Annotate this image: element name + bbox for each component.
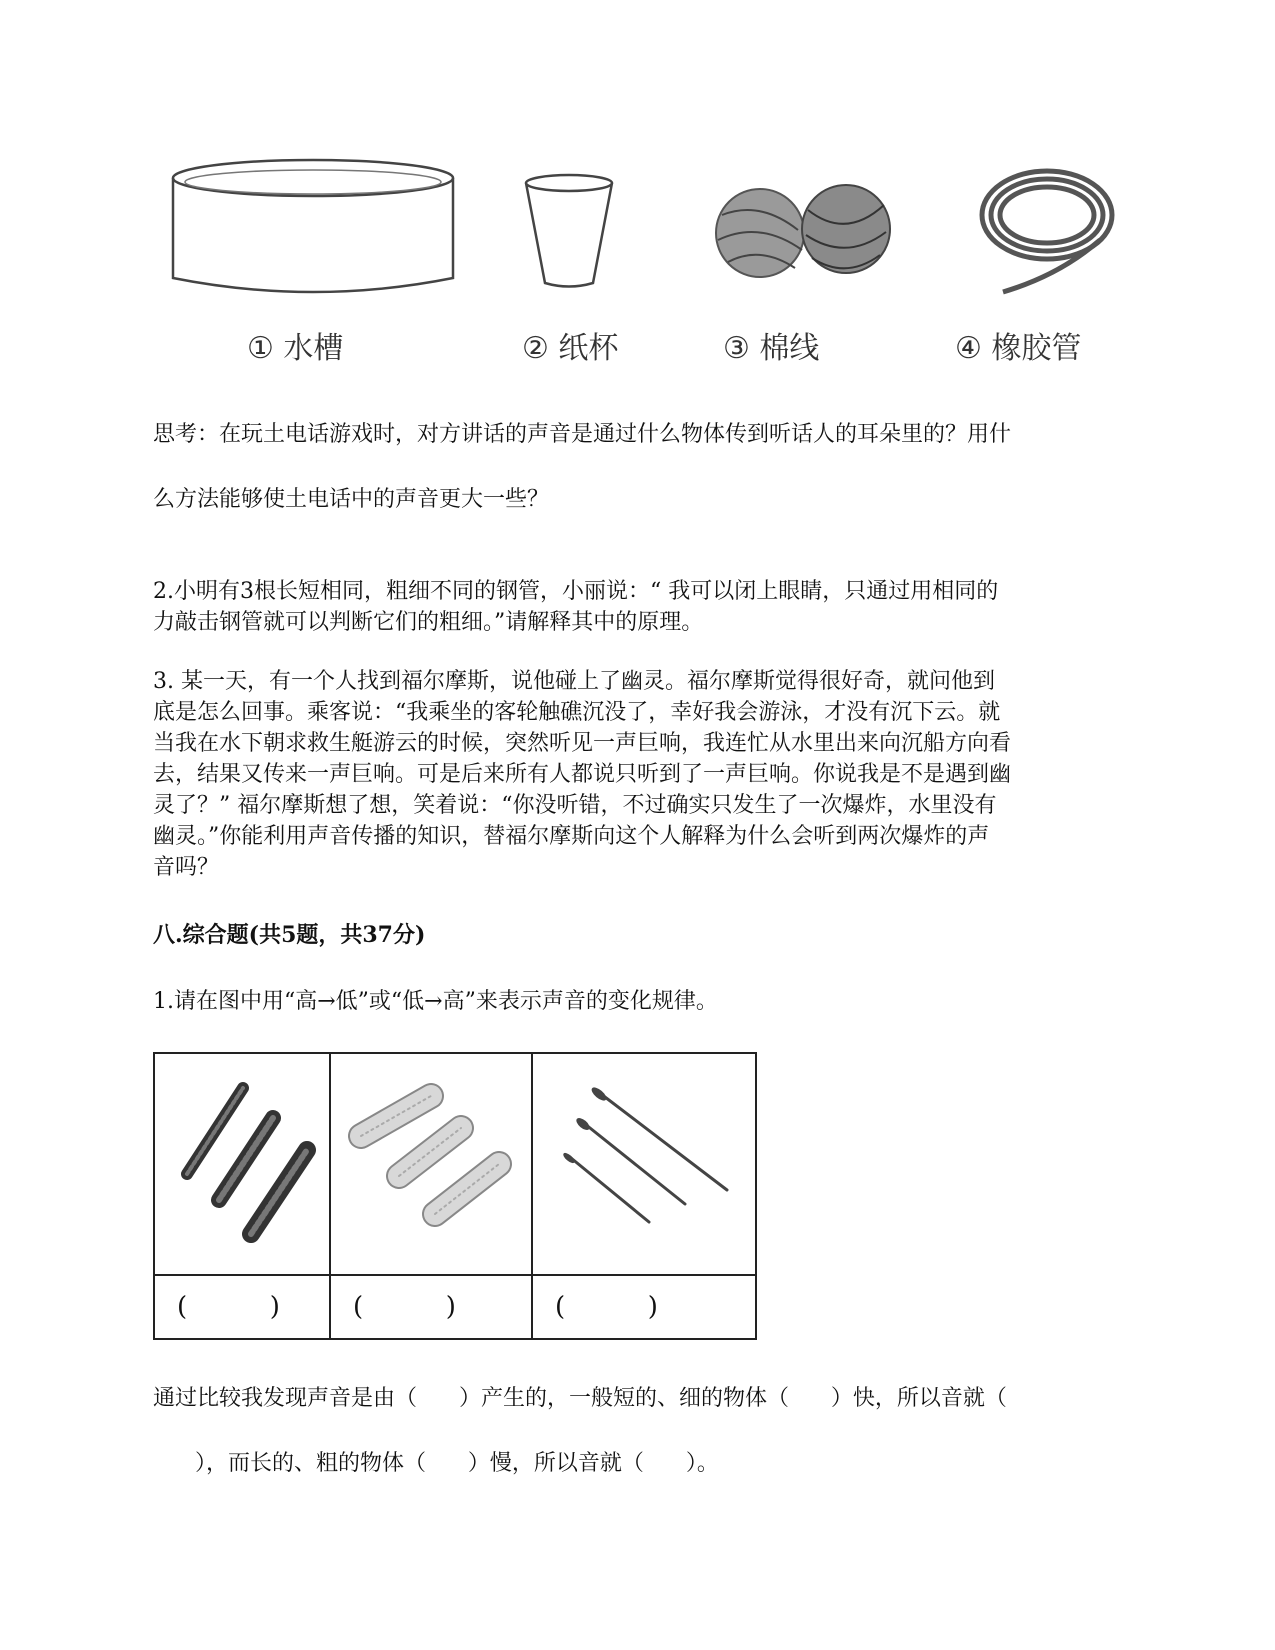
image-cell-dark-tubes	[154, 1053, 330, 1275]
light-pipes-icon	[331, 1054, 531, 1270]
cotton-thread-icon	[716, 185, 890, 277]
q3-line-2: 底是怎么回事。乘客说：“我乘坐的客轮触礁沉没了，幸好我会游泳，才没有沉下云。就	[153, 700, 1001, 725]
answer-blank-1[interactable]: ( )	[177, 1292, 280, 1322]
q8-1-text: 1.请在图中用“高→低”或“低→高”来表示声音的变化规律。	[153, 989, 718, 1014]
q3-line-7: 音吗？	[153, 855, 220, 880]
q3-line-4: 去，结果又传来一声巨响。可是后来所有人都说只听到了一声巨响。你说我是不是遇到幽	[153, 762, 1012, 787]
section-heading: 八.综合题(共5题，共37分)	[153, 922, 426, 948]
q2-line-1: 2.小明有3根长短相同，粗细不同的钢管，小丽说：“ 我可以闭上眼睛，只通过用相同的	[153, 579, 999, 604]
material-label-cup: ② 纸杯	[522, 331, 619, 366]
conclusion-line-2: ），而长的、粗的物体（ ）慢，所以音就（ ）。	[153, 1451, 719, 1476]
dark-steel-tubes-icon	[155, 1054, 329, 1270]
answer-cell-1[interactable]	[154, 1275, 330, 1339]
q2-line-2: 力敲击钢管就可以判断它们的粗细。”请解释其中的原理。	[153, 610, 704, 635]
material-label-tube: ④ 橡胶管	[955, 331, 1082, 366]
comparison-table	[153, 1052, 757, 1340]
material-label-thread: ③ 棉线	[723, 331, 820, 366]
think-line-1: 思考：在玩土电话游戏时，对方讲话的声音是通过什么物体传到听话人的耳朵里的？用什	[153, 422, 1012, 447]
q3-line-5: 灵了？” 福尔摩斯想了想，笑着说：“你没听错，不过确实只发生了一次爆炸，水里没有	[153, 793, 997, 818]
answer-cell-2[interactable]	[330, 1275, 532, 1339]
answer-blank-2[interactable]: ( )	[353, 1292, 456, 1322]
material-label-trough: ① 水槽	[247, 331, 344, 366]
answer-cell-3[interactable]	[532, 1275, 756, 1339]
water-trough-icon	[173, 160, 453, 292]
think-line-2: 么方法能够使土电话中的声音更大一些？	[153, 487, 550, 512]
q3-line-3: 当我在水下朝求救生艇游云的时候，突然听见一声巨响，我连忙从水里出来向沉船方向看	[153, 731, 1012, 756]
image-cell-light-tubes	[330, 1053, 532, 1275]
rubber-tube-icon	[982, 171, 1112, 292]
image-cell-nails	[532, 1053, 756, 1275]
paper-cup-icon	[526, 175, 612, 287]
q3-line-1: 3. 某一天，有一个人找到福尔摩斯，说他碰上了幽灵。福尔摩斯觉得很好奇，就问他到	[153, 669, 995, 694]
nails-icon	[533, 1054, 755, 1270]
conclusion-line-1: 通过比较我发现声音是由（ ）产生的，一般短的、细的物体（ ）快，所以音就（	[153, 1386, 1007, 1411]
q3-line-6: 幽灵。”你能利用声音传播的知识，替福尔摩斯向这个人解释为什么会听到两次爆炸的声	[153, 824, 990, 849]
materials-illustration	[0, 0, 1275, 380]
answer-blank-3[interactable]: ( )	[555, 1292, 658, 1322]
